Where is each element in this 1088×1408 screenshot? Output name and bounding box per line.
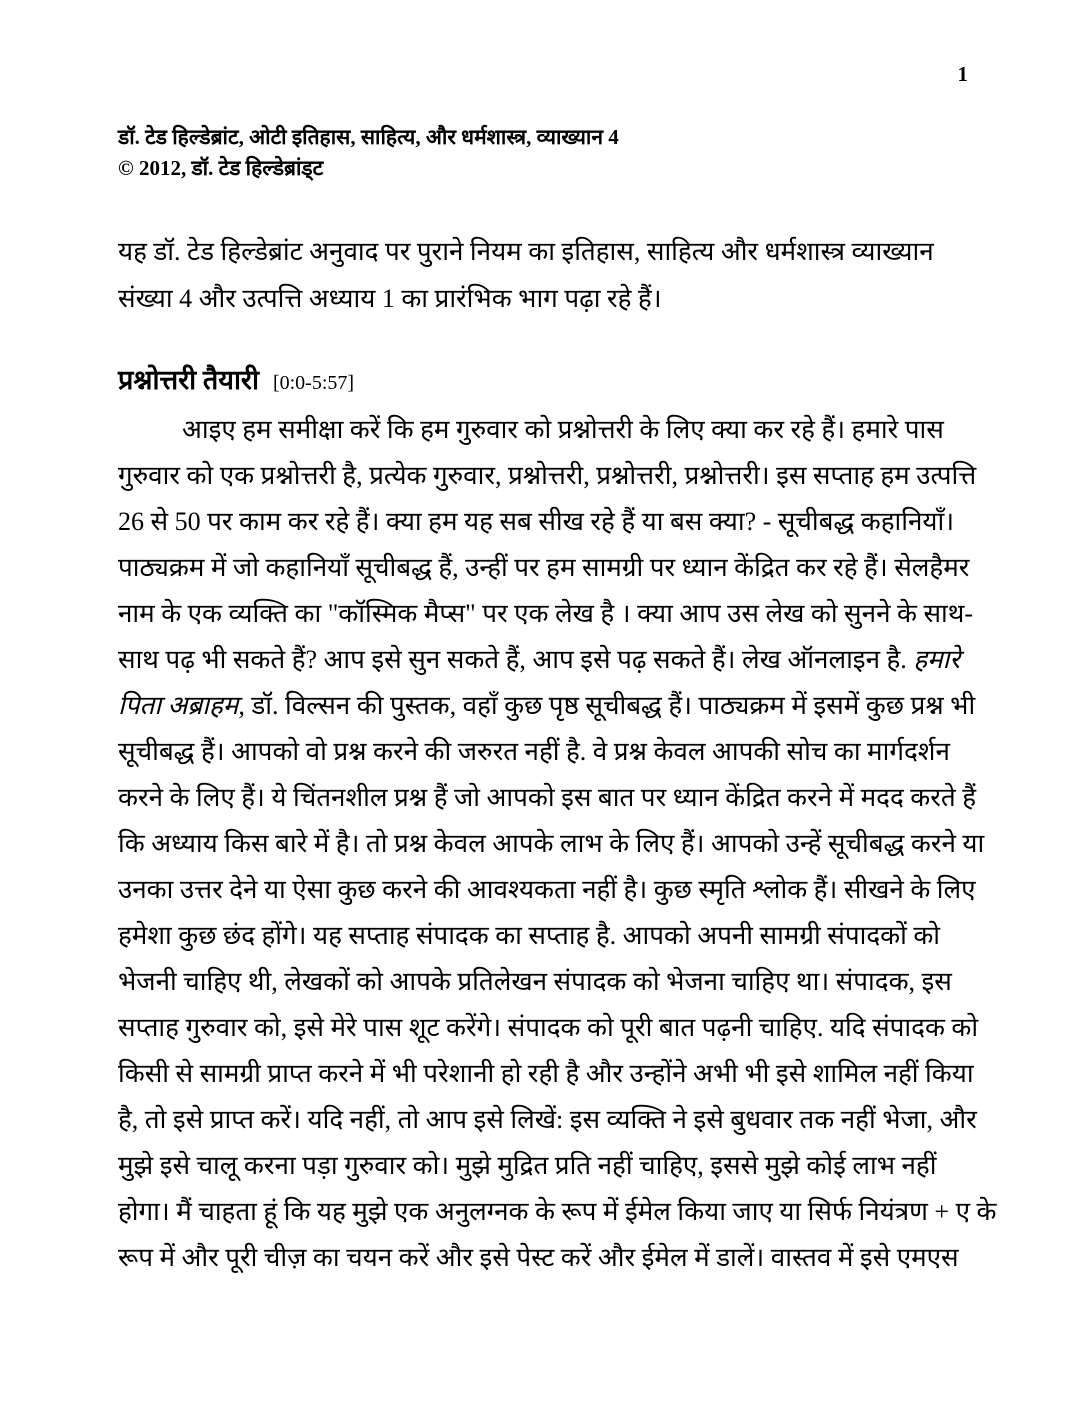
body-line: [118, 637, 970, 683]
body-paragraph: [118, 407, 997, 1281]
body-line: आइए हम समीक्षा करें कि हम गुरुवार को प्रश्नोत्तरी के लिए क्या कर रहे हैं। हमारे पास: [182, 415, 944, 444]
section-title: प्रश्नोत्तरी तैयारी: [118, 365, 259, 395]
body-line: होगा। मैं चाहता हूं कि यह मुझे एक अनुलग्नक के रूप में ईमेल किया जाए या सिर्फ नियंत्रण + ए के: [118, 1197, 997, 1226]
body-line: [118, 683, 976, 729]
body-line: सप्ताह गुरुवार को, इसे मेरे पास शूट करेंगे। संपादक को पूरी बात पढ़नी चाहिए. यदि संपादक को: [118, 1013, 979, 1042]
body-line: सूचीबद्ध हैं। आपको वो प्रश्न करने की जरुरत नहीं है. वे प्रश्न केवल आपकी सोच का मार्गदर्शन: [118, 737, 950, 766]
intro-line: संख्या 4 और उत्पत्ति अध्याय 1 का प्रारंभिक भाग पढ़ा रहे हैं।: [118, 284, 662, 313]
body-line: नाम के एक व्यक्ति का "कॉस्मिक मैप्स" पर एक लेख है । क्या आप उस लेख को सुनने के साथ-: [118, 599, 974, 628]
body-line-text: डॉ. विल्सन की पुस्तक, वहाँ कुछ पृष्ठ सूचीबद्ध हैं। पाठ्यक्रम में इसमें कुछ प्रश्न भी: [244, 691, 976, 720]
body-line: करने के लिए हैं। ये चिंतनशील प्रश्न हैं जो आपको इस बात पर ध्यान केंद्रित करने में मदद करते हैं: [118, 783, 977, 812]
body-line: हमेशा कुछ छंद होंगे। यह सप्ताह संपादक का सप्ताह है. आपको अपनी सामग्री संपादकों को: [118, 921, 941, 950]
intro-paragraph: [118, 228, 970, 322]
body-line: किसी से सामग्री प्राप्त करने में भी परेशानी हो रही है और उन्होंने अभी भी इसे शामिल नहीं किया: [118, 1059, 974, 1088]
body-line: मुझे इसे चालू करना पड़ा गुरुवार को। मुझे मुद्रित प्रति नहीं चाहिए, इससे मुझे कोई लाभ नहीं: [118, 1151, 937, 1180]
body-line: गुरुवार को एक प्रश्नोत्तरी है, प्रत्येक गुरुवार, प्रश्नोत्तरी, प्रश्नोत्तरी, प्रश्नोत्तरी। इस सप्ताह हम उत्पत्ति: [118, 461, 977, 490]
body-line: है, तो इसे प्राप्त करें। यदि नहीं, तो आप इसे लिखें: इस व्यक्ति ने इसे बुधवार तक नहीं भेजा, और: [118, 1105, 977, 1134]
document-header: [118, 122, 970, 184]
body-line: 26 से 50 पर काम कर रहे हैं। क्या हम यह सब सीख रहे हैं या बस क्या? - सूचीबद्ध कहानियाँ।: [118, 507, 955, 536]
body-line: कि अध्याय किस बारे में है। तो प्रश्न केवल आपके लाभ के लिए हैं। आपको उन्हें सूचीबद्ध करने या: [118, 829, 985, 858]
document-title: डॉ. टेड हिल्डेब्रांट, ओटी इतिहास, साहित्य, और धर्मशास्त्र, व्याख्यान 4: [118, 125, 619, 149]
intro-line: यह डॉ. टेड हिल्डेब्रांट अनुवाद पर पुराने नियम का इतिहास, साहित्य और धर्मशास्त्र व्याख्यान: [118, 237, 934, 266]
body-line: भेजनी चाहिए थी, लेखकों को आपके प्रतिलेखन संपादक को भेजना चाहिए था। संपादक, इस: [118, 967, 952, 996]
body-line-text: साथ पढ़ भी सकते हैं? आप इसे सुन सकते हैं, आप इसे पढ़ सकते हैं। लेख ऑनलाइन है.: [118, 645, 914, 674]
body-line: उनका उत्तर देने या ऐसा कुछ करने की आवश्यकता नहीं है। कुछ स्मृति श्लोक हैं। सीखने के लिए: [118, 875, 976, 904]
body-line-italic-text: हमारे: [913, 645, 961, 674]
page-number: 1: [957, 62, 968, 86]
body-line-italic-text: पिता अब्राहम,: [118, 691, 245, 720]
section-timestamp: [0:0-5:57]: [272, 372, 355, 394]
copyright-line: © 2012, डॉ. टेड हिल्डेब्रांड्ट: [118, 156, 324, 180]
body-line: रूप में और पूरी चीज़ का चयन करें और इसे पेस्ट करें और ईमेल में डालें। वास्तव में इसे एमएस: [118, 1243, 959, 1272]
body-line: पाठ्यक्रम में जो कहानियाँ सूचीबद्ध हैं, उन्हीं पर हम सामग्री पर ध्यान केंद्रित कर रहे हैं। सेलहैमर: [118, 553, 970, 582]
section-heading: [118, 360, 970, 397]
